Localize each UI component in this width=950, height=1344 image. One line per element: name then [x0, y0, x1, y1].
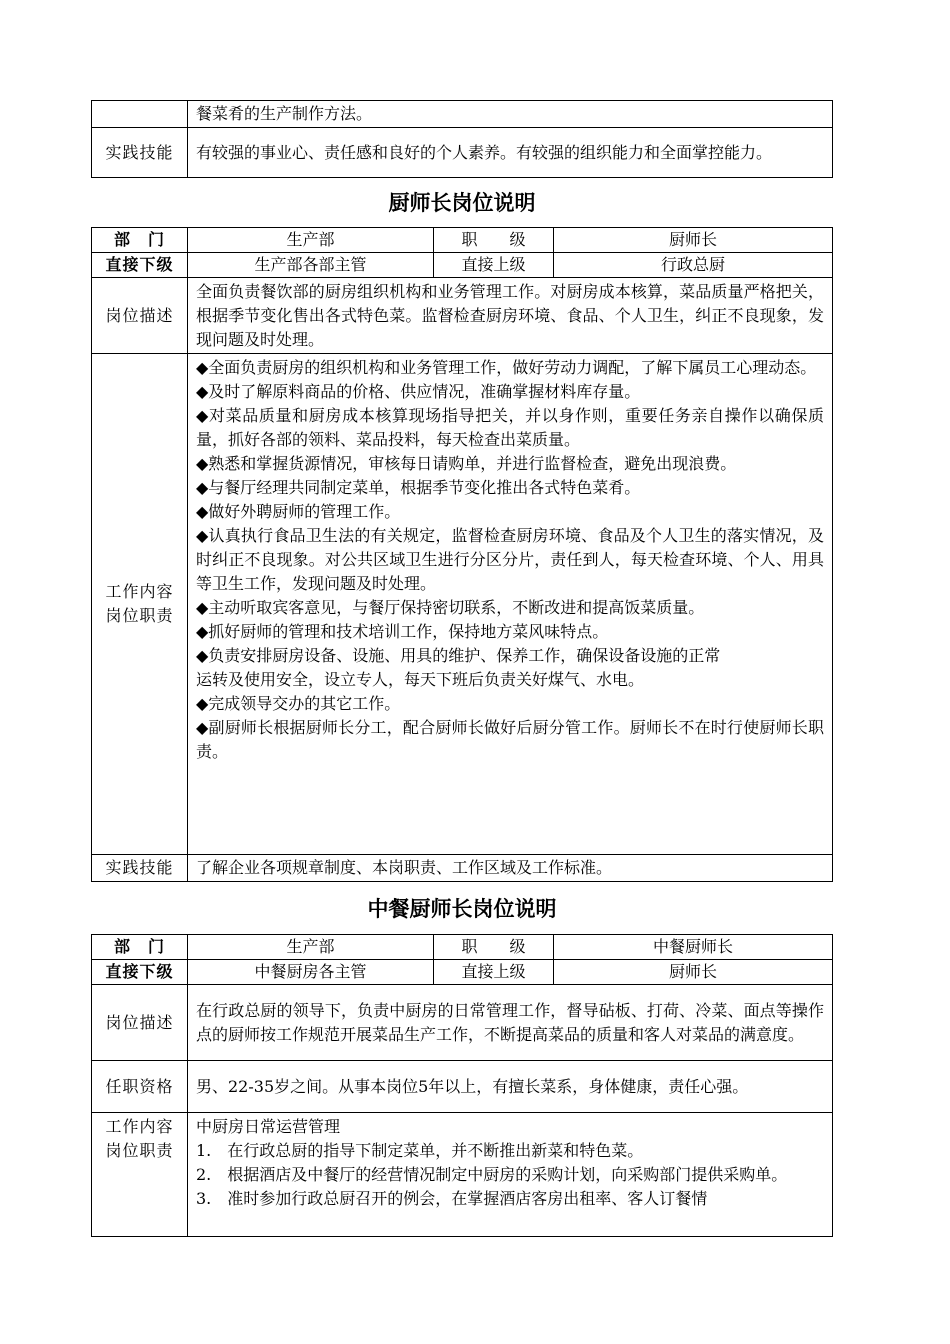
duty-item: ◆副厨师长根据厨师长分工，配合厨师长做好后厨分管工作。厨师长不在时行使厨师长职责。	[196, 718, 824, 761]
duty-item: ◆与餐厅经理共同制定菜单，根据季节变化推出各式特色菜肴。	[196, 478, 641, 497]
duty-item: 运转及使用安全，设立专人，每天下班后负责关好煤气、水电。	[196, 670, 645, 689]
duty-heading: 中厨房日常运营管理	[196, 1117, 341, 1136]
dept-label: 部 门	[92, 935, 188, 960]
duty-item: ◆抓好厨师的管理和技术培训工作，保持地方菜风味特点。	[196, 622, 609, 641]
duty-item: ◆对菜品质量和厨房成本核算现场指导把关，并以身作则，重要任务亲自操作以确保质量，抓好各部的领料、菜品投料，每天检查出菜质量。	[196, 406, 824, 449]
duty-item: ◆及时了解原料商品的价格、供应情况，准确掌握材料库存量。	[196, 382, 641, 401]
subordinate-value: 中餐厨房各主管	[188, 960, 434, 985]
duty-item: ◆主动听取宾客意见，与餐厅保持密切联系，不断改进和提高饭菜质量。	[196, 598, 705, 617]
superior-value: 行政总厨	[554, 253, 833, 278]
duty-item: ◆全面负责厨房的组织机构和业务管理工作，做好劳动力调配，了解下属员工心理动态。	[196, 358, 817, 377]
duty-item: ◆熟悉和掌握货源情况，审核每日请购单，并进行监督检查，避免出现浪费。	[196, 454, 737, 473]
cn-section-title: 中餐厨师长岗位说明	[367, 896, 557, 921]
duty-item: ◆完成领导交办的其它工作。	[196, 694, 401, 713]
duty-item: ◆负责安排厨房设备、设施、用具的维护、保养工作，确保设备设施的正常	[196, 646, 721, 665]
duty-label-line2: 岗位职责	[105, 1141, 174, 1160]
desc-label: 岗位描述	[92, 985, 188, 1061]
duty-label	[92, 354, 188, 855]
duty-list	[188, 1113, 833, 1237]
skill-text: 了解企业各项规章制度、本岗职责、工作区域及工作标准。	[188, 855, 833, 882]
duty-item: 2. 根据酒店及中餐厅的经营情况制定中厨房的采购计划，向采购部门提供采购单。	[196, 1165, 788, 1184]
skill-label: 实践技能	[92, 128, 188, 178]
dept-value: 生产部	[188, 935, 434, 960]
prev-duty-text: 餐菜肴的生产制作方法。	[188, 101, 833, 128]
duty-item: 3. 准时参加行政总厨召开的例会，在掌握酒店客房出租率、客人订餐情	[196, 1189, 708, 1208]
duty-label-line2: 岗位职责	[105, 606, 174, 625]
empty-cell	[92, 101, 188, 128]
duty-item: ◆做好外聘厨师的管理工作。	[196, 502, 401, 521]
subordinate-value: 生产部各部主管	[188, 253, 434, 278]
subordinate-label: 直接下级	[92, 253, 188, 278]
level-label: 职 级	[434, 935, 554, 960]
desc-text: 在行政总厨的领导下，负责中厨房的日常管理工作，督导砧板、打荷、冷菜、面点等操作点的厨师按工作规范开展菜品生产工作，不断提高菜品的质量和客人对菜品的满意度。	[188, 985, 833, 1061]
level-label: 职 级	[434, 228, 554, 253]
duty-label-line1: 工作内容	[105, 1117, 174, 1136]
duty-label	[92, 1113, 188, 1237]
duty-item: 1. 在行政总厨的指导下制定菜单，并不断推出新菜和特色菜。	[196, 1141, 644, 1160]
skill-label: 实践技能	[92, 855, 188, 882]
level-value: 中餐厨师长	[554, 935, 833, 960]
cn-chef-table	[91, 934, 833, 1237]
top-table	[91, 100, 833, 178]
duty-item: ◆认真执行食品卫生法的有关规定，监督检查厨房环境、食品及个人卫生的落实情况，及时纠正不良现象。对公共区域卫生进行分区分片，责任到人，每天检查环境、个人、用具等卫生工作，发现问题及时处理。	[196, 526, 824, 593]
duty-list	[188, 354, 833, 855]
desc-label: 岗位描述	[92, 278, 188, 354]
superior-value: 厨师长	[554, 960, 833, 985]
chef-section-title: 厨师长岗位说明	[388, 190, 536, 215]
desc-text: 全面负责餐饮部的厨房组织机构和业务管理工作。对厨房成本核算，菜品质量严格把关，根据季节变化售出各式特色菜。监督检查厨房环境、食品、个人卫生，纠正不良现象，发现问题及时处理。	[188, 278, 833, 354]
dept-label: 部 门	[92, 228, 188, 253]
skill-text: 有较强的事业心、责任感和良好的个人素养。有较强的组织能力和全面掌控能力。	[188, 128, 833, 178]
qualification-label: 任职资格	[92, 1061, 188, 1113]
dept-value: 生产部	[188, 228, 434, 253]
chef-table	[91, 227, 833, 882]
level-value: 厨师长	[554, 228, 833, 253]
qualification-text: 男、22-35岁之间。从事本岗位5年以上，有擅长菜系，身体健康，责任心强。	[188, 1061, 833, 1113]
subordinate-label: 直接下级	[92, 960, 188, 985]
superior-label: 直接上级	[434, 960, 554, 985]
duty-label-line1: 工作内容	[105, 582, 174, 601]
superior-label: 直接上级	[434, 253, 554, 278]
